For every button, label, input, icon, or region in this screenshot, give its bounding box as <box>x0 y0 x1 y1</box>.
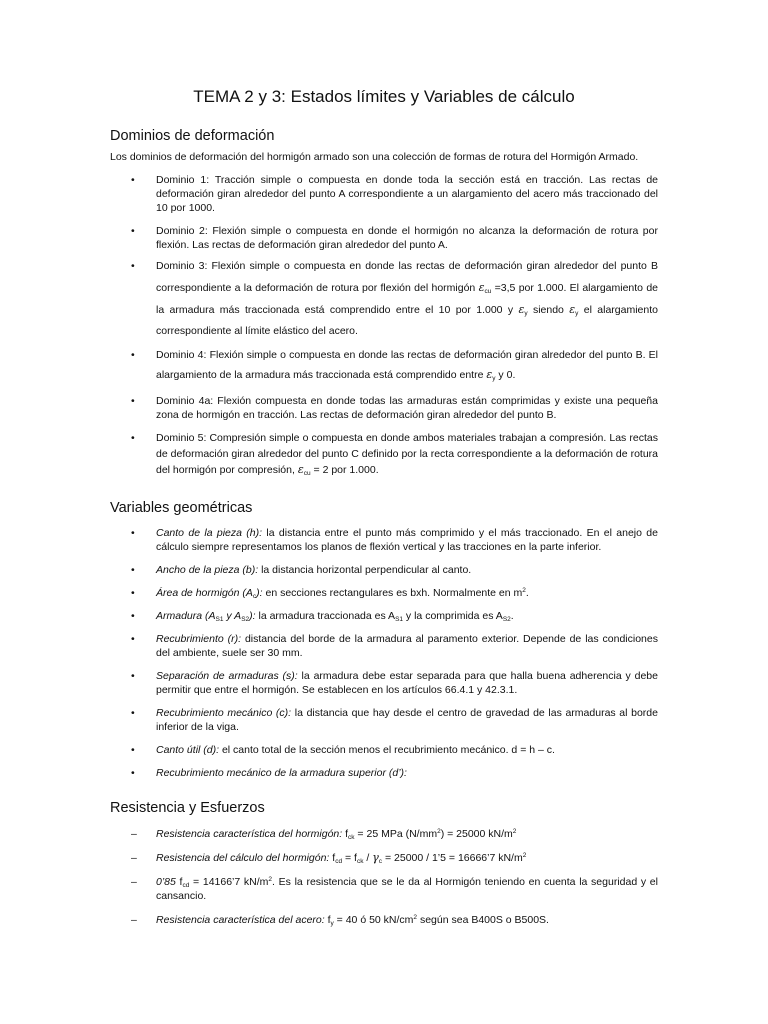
epsilon-symbol: ε <box>518 303 525 316</box>
bullet-icon: • <box>131 432 135 444</box>
bullet-icon: • <box>131 563 135 576</box>
list-item: • Canto útil (d): el canto total de la sección menos el recubrimiento mecánico. d = h – c. <box>131 743 555 756</box>
bullet-icon: • <box>131 395 135 407</box>
bullet-icon: • <box>131 526 135 539</box>
list-item: • Recubrimiento mecánico de la armadura superior (d’): <box>131 766 407 779</box>
bullet-icon: • <box>131 225 135 237</box>
section-heading-resistencia: Resistencia y Esfuerzos <box>110 799 265 816</box>
bullet-icon: • <box>131 669 135 682</box>
list-item: – Resistencia característica del hormigón: $f_{ck} = 25$ MPa $(N/mm^2) = 25000$ $kN/m^2$ <box>131 827 517 841</box>
list-item: • Ancho de la pieza (b): la distancia horizontal perpendicular al canto. <box>131 563 472 576</box>
epsilon-symbol: ε <box>297 463 304 476</box>
list-item: – 0’85 $f_{cd}$ = 14166’7 $kN/m^2$. Es la resistencia que se le da al Hormigón teniendo en cuenta la seguridad y el cansancio. <box>131 875 658 902</box>
list-item: • Área de hormigón $(A_c)$: en secciones rectangulares es bxh. Normalmente en $m^2$. <box>131 586 529 600</box>
dash-icon: – <box>131 875 137 888</box>
section-heading-geometricas: Variables geométricas <box>110 499 253 516</box>
bullet-icon: • <box>131 260 135 272</box>
document-title: TEMA 2 y 3: Estados límites y Variables de cálculo <box>193 87 575 106</box>
geometricas-list <box>110 526 658 780</box>
resistencia-list <box>110 827 658 927</box>
list-item: • Dominio 4: Flexión simple o compuesta en donde las rectas de deformación giran alrededor del punto B. El alargamiento de la armadura más traccionada está comprendido entre $\varepsilon_y$ y 0. <box>110 346 658 385</box>
bullet-icon: • <box>131 586 135 599</box>
list-item: • Canto de la pieza (h): la distancia entre el punto más comprimido y el más traccionado. En el anejo de cálculo siempre representamos los planos de flexión vertical y las tracciones en la parte inferior. <box>131 526 658 553</box>
list-item: – Resistencia característica del acero: $f_y = 40$ ó 50 $kN/cm^2$ según sea B400S o B500S. <box>131 913 549 927</box>
dash-icon: – <box>131 827 137 840</box>
bullet-icon: • <box>131 706 135 719</box>
list-item: • Dominio 3: Flexión simple o compuesta en donde las rectas de deformación giran alrededor del punto B correspondiente a la deformación de rotura por flexión del hormigón $\varepsilon_{cu} =3,5$ por 1.000. El alargamiento de la armadura más traccionada está comprendido entre el 10 por 1.000 y $\varepsilon_y$ siendo $\varepsilon_y$ el alargamiento correspondiente al límite elástico del acero. <box>110 256 658 342</box>
bullet-icon: • <box>131 174 135 186</box>
list-item: • Dominio 1: Tracción simple o compuesta en donde toda la sección está en tracción. Las rectas de deformación giran alrededor del punto A correspondiente a un alargamiento del acero más traccionado del 10 por 1000. <box>131 174 658 214</box>
list-item: • Dominio 4a: Flexión compuesta en donde todas las armaduras están comprimidas y existe una pequeña zona de hormigón en tracción. Las rectas de deformación giran alrededor del punto B. <box>131 395 658 421</box>
list-item: • Dominio 2: Flexión simple o compuesta en donde el hormigón no alcanza la deformación de rotura por flexión. Las rectas de deformación giran alrededor del punto A. <box>131 225 658 251</box>
list-item: • Dominio 5: Compresión simple o compuesta en donde ambos materiales trabajan a compresión. Las rectas de deformación giran alrededor del punto C definido por la recta correspondiente a la deformación de rotura del hormigón por compresión, $\varepsilon_{cu} = 2$ por 1.000. <box>131 432 658 477</box>
dash-icon: – <box>131 913 137 926</box>
dominios-list <box>110 173 658 479</box>
list-item: • Recubrimiento (r): distancia del borde de la armadura al paramento exterior. Depende de las condiciones del ambiente, suele ser 30 mm. <box>131 632 658 659</box>
epsilon-symbol: ε <box>486 368 493 381</box>
gamma-symbol: γ <box>372 850 379 864</box>
section-heading-dominios: Dominios de deformación <box>110 128 275 144</box>
list-item: • Armadura ($A_{S1}$ y $A_{S2}$): la armadura traccionada es $A_{S1}$ y la comprimida es $A_{S2}$. <box>131 609 514 623</box>
bullet-icon: • <box>131 609 135 622</box>
dash-icon: – <box>131 851 137 864</box>
epsilon-symbol: ε <box>478 281 485 294</box>
epsilon-symbol: ε <box>569 303 576 316</box>
list-item: • Recubrimiento mecánico (c): la distancia que hay desde el centro de gravedad de las armaduras al borde inferior de la viga. <box>131 706 658 733</box>
bullet-icon: • <box>131 632 135 645</box>
bullet-icon: • <box>131 743 135 756</box>
list-item: – Resistencia del cálculo del hormigón: $f_{cd} = f_{ck} / \gamma_c = 25000$ / 1’5 = 16666’7 $kN/m^2$ <box>131 850 527 865</box>
list-item: • Separación de armaduras (s): la armadura debe estar separada para que halla buena adherencia y debe permitir que entre el hormigón. Se establecen en los artículos 66.4.1 y 42.3.1. <box>131 669 658 696</box>
bullet-icon: • <box>131 766 135 779</box>
dominios-intro: Los dominios de deformación del hormigón armado son una colección de formas de rotura del Hormigón Armado. <box>110 151 639 163</box>
bullet-icon: • <box>131 349 135 361</box>
